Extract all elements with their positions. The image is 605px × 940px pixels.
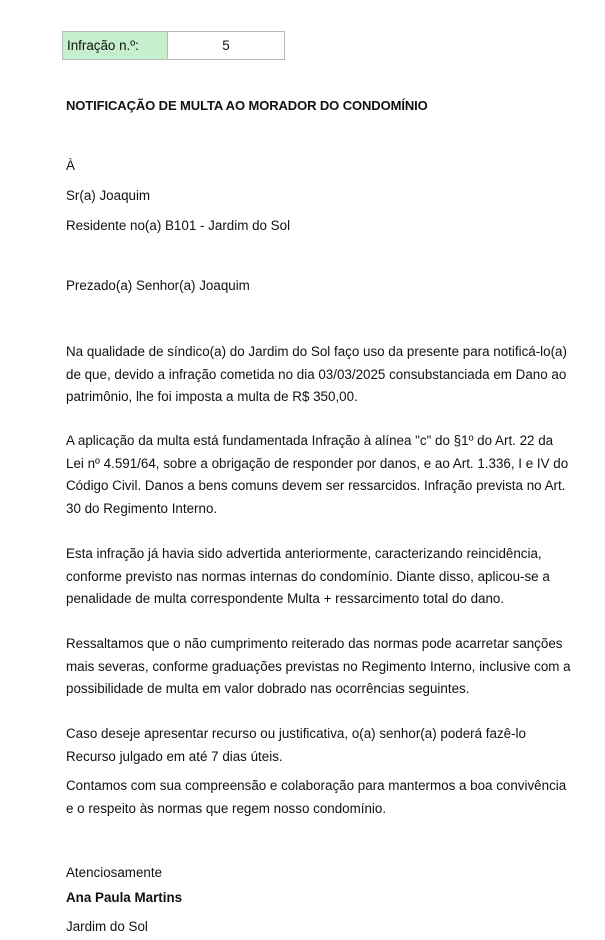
paragraph-text: Na qualidade de síndico(a) do Jardim do Sol faço uso da presente para notificá-lo(a) de que, devido a infração cometida no dia 03/03/2025 consubstanciada em Dano ao patrimônio, lhe foi imposta a multa de R$ 350,00. xyxy=(66,344,567,404)
addressee-to: À xyxy=(66,158,75,173)
infraction-number-cell[interactable]: 5 xyxy=(168,31,285,60)
signature-org: Jardim do Sol xyxy=(66,919,148,934)
document-title: NOTIFICAÇÃO DE MULTA AO MORADOR DO CONDOMÍNIO xyxy=(66,98,428,113)
signature-closing: Atenciosamente xyxy=(66,865,163,880)
infraction-number-table xyxy=(62,31,285,60)
paragraph-text: A aplicação da multa está fundamentada Infração à alínea "c" do §1º do Art. 22 da Lei nº 4.591/64, sobre a obrigação de responder por danos, e ao Art. 1.336, I e IV do Código Civil. Danos a bens comuns devem ser ressarcidos. Infração prevista no Art. 30 do Regimento Interno. xyxy=(66,433,569,516)
paragraph-legal-basis xyxy=(66,430,571,520)
paragraph-text: Ressaltamos que o não cumprimento reiterado das normas pode acarretar sanções mais severas, conforme graduações previstas no Regimento Interno, inclusive com a possibilidade de multa em valor dobrado nas ocorrências seguintes. xyxy=(66,636,571,696)
paragraph-sanctions xyxy=(66,633,571,701)
paragraph-appeal xyxy=(66,723,571,768)
signature-name: Ana Paula Martins xyxy=(66,890,183,905)
paragraph-recidivism xyxy=(66,543,571,611)
addressee-residence: Residente no(a) B101 - Jardim do Sol xyxy=(66,218,291,233)
infraction-label-cell[interactable]: Infração n.º: xyxy=(62,31,168,60)
greeting: Prezado(a) Senhor(a) Joaquim xyxy=(66,278,250,293)
paragraph-text: Contamos com sua compreensão e colaboração para mantermos a boa convivência e o respeito às normas que regem nosso condomínio. xyxy=(66,778,567,816)
paragraph-notification xyxy=(66,341,571,409)
addressee-name: Sr(a) Joaquim xyxy=(66,188,151,203)
paragraph-text: Caso deseje apresentar recurso ou justificativa, o(a) senhor(a) poderá fazê-lo Recurso julgado em até 7 dias úteis. xyxy=(66,726,526,764)
paragraph-closing-remark xyxy=(66,775,571,820)
paragraph-text: Esta infração já havia sido advertida anteriormente, caracterizando reincidência, conforme previsto nas normas internas do condomínio. Diante disso, aplicou-se a penalidade de multa correspondente Multa + ressarcimento total do dano. xyxy=(66,546,550,606)
